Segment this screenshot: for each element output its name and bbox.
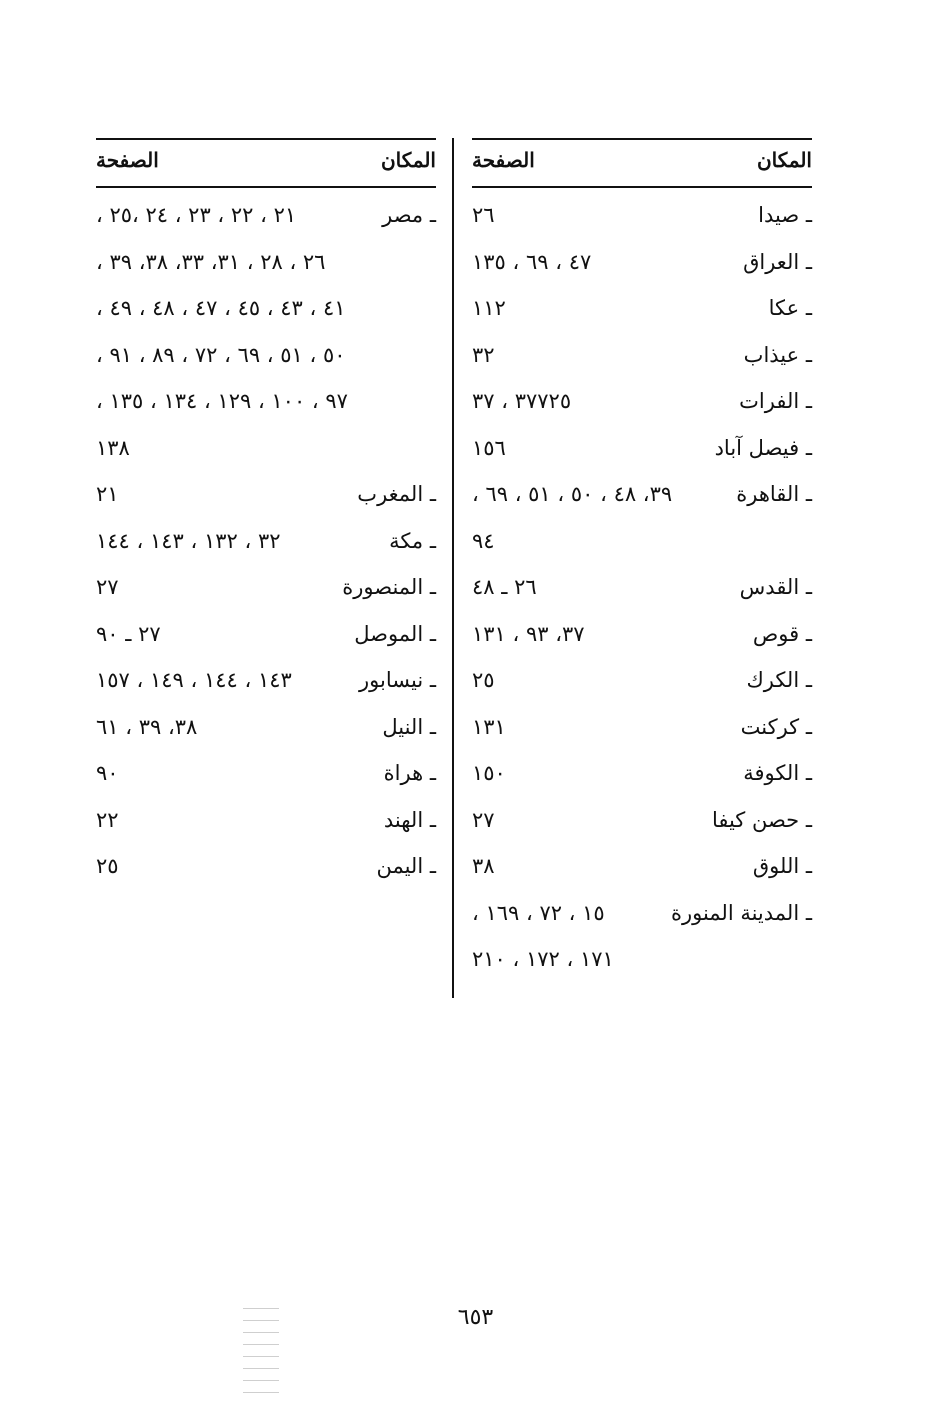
page-references: ٣٨، ٣٩ ، ٦١ xyxy=(96,714,198,739)
index-entry xyxy=(96,421,436,468)
index-entry xyxy=(96,514,436,561)
index-entry xyxy=(96,328,436,375)
index-entry xyxy=(472,235,812,282)
index-entry xyxy=(96,281,436,328)
page-references: ٣٧، ٩٣ ، ١٣١ xyxy=(472,621,585,646)
index-entry xyxy=(472,514,812,561)
page-references: ٩٧ ، ١٠٠ ، ١٢٩ ، ١٣٤ ، ١٣٥ ، xyxy=(96,389,348,413)
page-references: ٤١ ، ٤٣ ، ٤٥ ، ٤٧ ، ٤٨ ، ٤٩ ، xyxy=(96,296,346,320)
place-name: ـ صيدا xyxy=(758,203,812,227)
index-entry xyxy=(96,235,436,282)
page-references: ٣٨ xyxy=(472,854,495,878)
place-name: ـ مكة xyxy=(389,528,436,553)
index-entry xyxy=(96,188,436,235)
index-entry xyxy=(472,188,812,235)
index-entry xyxy=(472,886,812,933)
place-name: ـ الموصل xyxy=(354,621,436,646)
page-references: ٢٥ xyxy=(472,668,495,692)
page-references: ٣٧٧٢٥ ، ٣٧ xyxy=(472,389,572,413)
page-references: ١١٢ xyxy=(472,296,506,320)
page-references: ٢٢ xyxy=(96,807,119,832)
page-references: ١٧١ ، ١٧٢ ، ٢١٠ xyxy=(472,947,614,971)
place-name: ـ الهند xyxy=(383,807,436,832)
column-header xyxy=(96,138,436,188)
place-header: المكان xyxy=(380,148,436,172)
index-entry xyxy=(472,932,812,979)
page-references: ٢١ xyxy=(96,482,119,506)
page-references: ٣٢ xyxy=(472,342,495,367)
place-name: ـ القاهرة xyxy=(736,482,812,506)
index-entry xyxy=(96,839,436,886)
page-references: ٢٧ xyxy=(96,575,119,599)
index-rows xyxy=(96,188,436,886)
page-header: الصفحة xyxy=(472,148,535,172)
index-entry xyxy=(96,700,436,747)
index-entry xyxy=(472,607,812,654)
index-entry xyxy=(472,560,812,607)
index-column-right xyxy=(472,138,812,979)
page-references: ١٥ ، ٧٢ ، ١٦٩ ، xyxy=(472,900,605,925)
index-entry xyxy=(472,467,812,514)
index-entry xyxy=(96,607,436,654)
page-references: ١٣٨ xyxy=(96,435,130,460)
page-references: ١٥٠ xyxy=(472,761,506,785)
index-entry xyxy=(472,374,812,421)
page-references: ٥٠ ، ٥١ ، ٦٩ ، ٧٢ ، ٨٩ ، ٩١ ، xyxy=(96,342,346,367)
index-entry xyxy=(472,839,812,886)
page-references: ٢٧ xyxy=(472,807,495,832)
place-name: ـ نيسابور xyxy=(359,668,436,692)
place-name: ـ المنصورة xyxy=(342,575,436,599)
place-name: ـ عيذاب xyxy=(743,342,812,367)
place-name: ـ القدس xyxy=(739,575,812,599)
place-name: ـ اللوق xyxy=(752,854,812,878)
place-name: ـ كركنت xyxy=(740,714,812,739)
index-entry xyxy=(472,281,812,328)
place-name: ـ المغرب xyxy=(357,482,436,506)
place-name: ـ مصر xyxy=(382,203,436,227)
index-entry xyxy=(472,653,812,700)
place-name: ـ هراة xyxy=(383,761,436,785)
page-references: ١٣١ xyxy=(472,714,506,739)
page-references: ٣٢ ، ١٣٢ ، ١٤٣ ، ١٤٤ xyxy=(96,528,281,553)
index-column-left xyxy=(96,138,436,886)
page-references: ٢٧ ـ ٩٠ xyxy=(96,621,161,646)
page-references: ١٥٦ xyxy=(472,435,506,460)
index-rows xyxy=(472,188,812,979)
index-entry xyxy=(472,746,812,793)
scan-artifact xyxy=(243,1308,279,1403)
index-entry xyxy=(472,700,812,747)
page-references: ٢٦ ، ٢٨ ، ٣١، ٣٣، ٣٨، ٣٩ ، xyxy=(96,249,326,274)
index-entry xyxy=(96,793,436,840)
place-name: ـ الكوفة xyxy=(743,761,812,785)
place-name: ـ عكا xyxy=(768,296,812,320)
index-entry xyxy=(472,328,812,375)
place-name: ـ اليمن xyxy=(376,854,436,878)
page-references: ٤٧ ، ٦٩ ، ١٣٥ xyxy=(472,249,592,274)
place-header: المكان xyxy=(756,148,812,172)
page-references: ٢١ ، ٢٢ ، ٢٣ ، ٢٤ ،٢٥ ، xyxy=(96,203,297,227)
index-entry xyxy=(96,560,436,607)
place-name: ـ فيصل آباد xyxy=(714,435,812,460)
place-name: ـ قوص xyxy=(752,621,812,646)
place-name: ـ المدينة المنورة xyxy=(670,900,812,925)
page-references: ٣٩، ٤٨ ، ٥٠ ، ٥١ ، ٦٩ ، xyxy=(472,482,673,506)
index-entry xyxy=(472,793,812,840)
index-entry xyxy=(96,653,436,700)
place-name: ـ الكرك xyxy=(746,668,812,692)
page-references: ٢٦ ـ ٤٨ xyxy=(472,575,537,599)
page-references: ٩٤ xyxy=(472,528,495,553)
place-name: ـ الفرات xyxy=(739,389,812,413)
page-references: ٩٠ xyxy=(96,761,119,785)
page-references: ٢٦ xyxy=(472,203,495,227)
column-header xyxy=(472,138,812,188)
index-entry xyxy=(96,467,436,514)
page-header: الصفحة xyxy=(96,148,159,172)
column-divider xyxy=(452,138,454,998)
page-number: ٦٥٣ xyxy=(457,1305,494,1330)
index-entry xyxy=(472,421,812,468)
page-references: ٢٥ xyxy=(96,854,119,878)
place-name: ـ حصن كيفا xyxy=(711,807,812,832)
page-references: ١٤٣ ، ١٤٤ ، ١٤٩ ، ١٥٧ xyxy=(96,668,292,692)
index-entry xyxy=(96,374,436,421)
index-entry xyxy=(96,746,436,793)
place-name: ـ العراق xyxy=(743,249,812,274)
place-name: ـ النيل xyxy=(382,714,436,739)
